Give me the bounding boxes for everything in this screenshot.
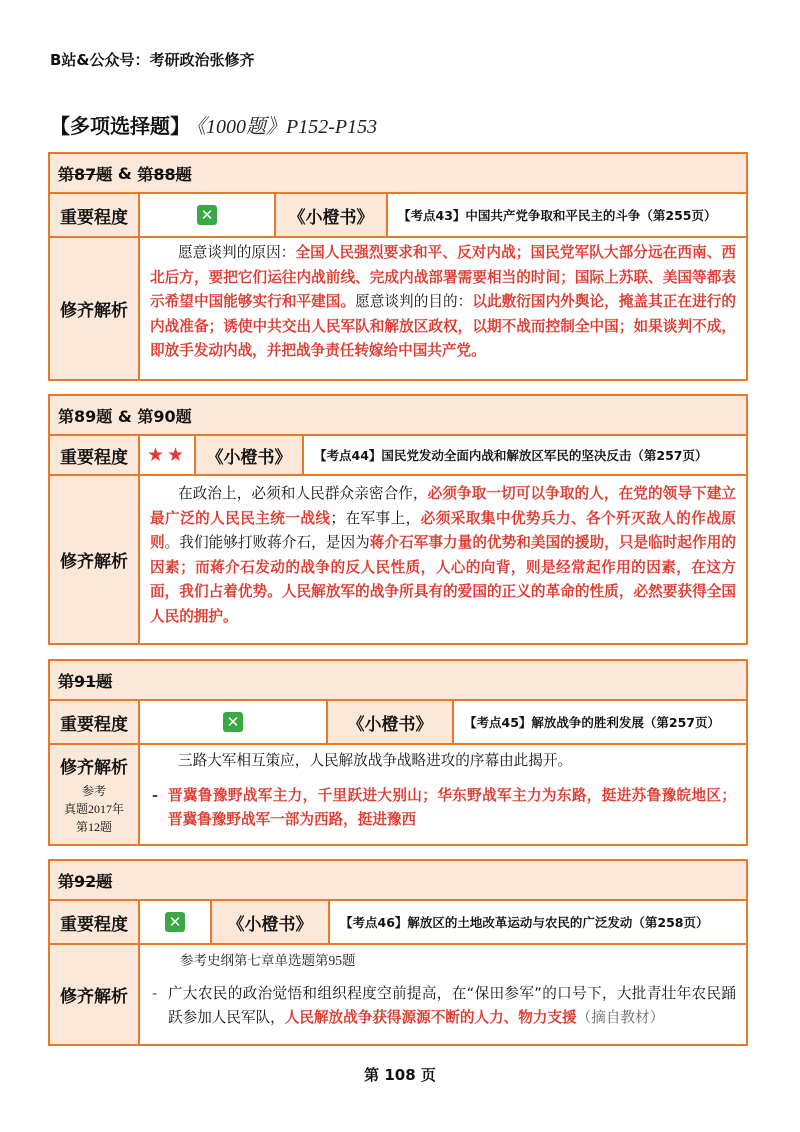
importance-row [50,192,746,236]
bullet-item: - 广大农民的政治觉悟和组织程度空前提高，在“保田参军”的口号下，大批青壮年农民踊跃参加人民军队，人民解放战争获得源源不断的人力、物力支援（摘自教材） [150,982,736,1031]
analysis-label-with-reference [50,745,138,844]
ampersand: & [112,163,138,183]
page-number: 第 108 页 [364,1066,436,1084]
kaodian-text: 【考点44】国民党发动全面内战和解放区军民的坚决反击（第257页） [302,436,746,474]
kaodian-text: 【考点43】中国共产党争取和平民主的斗争（第255页） [386,194,746,236]
page-header: B站&公众号：考研政治张修齐 [50,51,255,69]
analysis-row [50,943,746,1044]
block-title: 第89题 & 第90题 [50,396,746,434]
question-block-89-90 [48,394,748,645]
block-title [50,154,746,192]
analysis-text: 三路大军相互策应，人民解放战争战略进攻的序幕由此揭开。 - 晋冀鲁豫野战军主力，千里跃进大别山；华东野战军主力为东路，挺进苏鲁豫皖地区；晋冀鲁豫野战军一部为西路，挺进豫西 [138,745,746,844]
importance-label: 重要程度 [50,701,138,743]
question-number: 第87题 [58,164,113,184]
question-number: 第88题 [137,164,192,184]
question-block-87-88 [48,152,748,381]
importance-value [138,701,326,743]
analysis-row [50,743,746,844]
reference-note: 参考 [81,784,106,798]
analysis-row [50,474,746,643]
question-block-92 [48,859,748,1046]
analysis-label: 修齐解析 [50,945,138,1044]
book-label: 《小橙书》 [274,194,386,236]
question-block-91 [48,659,748,846]
importance-label: 重要程度 [50,901,138,943]
section-title: 【多项选择题】 [50,114,190,138]
check-box-icon: ✕ [197,205,217,225]
reference-note: 真题2017年 [63,802,124,816]
importance-row [50,699,746,743]
importance-value [138,194,274,236]
kaodian-text: 【考点46】解放区的土地改革运动与农民的广泛发动（第258页） [328,901,746,943]
analysis-text: 愿意谈判的原因：全国人民强烈要求和平、反对内战；国民党军队大部分远在西南、西北后方，要把它们运往内战前线、完成内战部署需要相当的时间；国际上苏联、美国等都表示希望中国能够实行和平建国。愿意谈判的目的：以此敷衍国内外舆论，掩盖其正在进行的内战准备；诱使中共交出人民军队和解放区政权，以期不战而控制全中国；如果谈判不成，即放手发动内战，并把战争责任转嫁给中国共产党。 [138,238,746,379]
importance-row [50,434,746,474]
book-label: 《小橙书》 [210,901,328,943]
analysis-row [50,236,746,379]
bullet-item: - 晋冀鲁豫野战军主力，千里跃进大别山；华东野战军主力为东路，挺进苏鲁豫皖地区；晋冀鲁豫野战军一部为西路，挺进豫西 [150,784,736,833]
analysis-label: 修齐解析 [60,758,128,778]
check-box-icon: ✕ [165,912,185,932]
importance-row [50,899,746,943]
importance-label: 重要程度 [50,436,138,474]
analysis-text: 在政治上，必须和人民群众亲密合作，必须争取一切可以争取的人，在党的领导下建立最广泛的人民民主统一战线；在军事上，必须采取集中优势兵力、各个歼灭敌人的作战原则。我们能够打败蒋介石，是因为蒋介石军事力量的优势和美国的援助，只是临时起作用的因素；而蒋介石发动的战争的反人民性质，人心的向背，则是经常起作用的因素，在这方面，我们占着优势。人民解放军的战争所具有的爱国的正义的革命的性质，必然要获得全国人民的拥护。 [138,476,746,643]
book-label: 《小橙书》 [194,436,302,474]
importance-label: 重要程度 [50,194,138,236]
reference-note: 第12题 [75,820,112,834]
block-title: 第91题 [50,661,746,699]
star-rating-icon: ★★ [138,436,194,474]
analysis-label: 修齐解析 [50,238,138,379]
importance-value [138,901,210,943]
analysis-text [138,945,746,1044]
check-box-icon: ✕ [223,712,243,732]
reference-note: 参考史纲第七章单选题第95题 [180,953,356,968]
section-heading [50,110,377,139]
analysis-label: 修齐解析 [50,476,138,643]
section-source: 《1000题》P152-P153 [196,116,378,138]
book-label: 《小橙书》 [326,701,452,743]
kaodian-text: 【考点45】解放战争的胜利发展（第257页） [452,701,746,743]
block-title: 第92题 [50,861,746,899]
